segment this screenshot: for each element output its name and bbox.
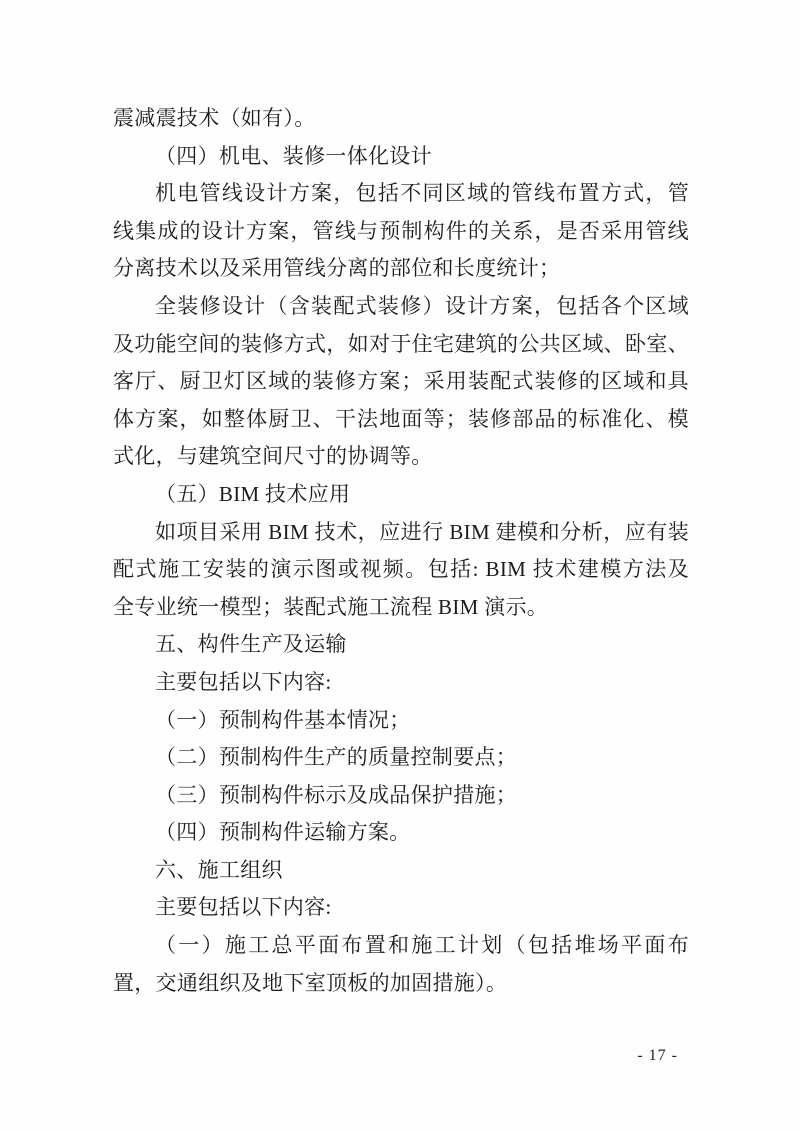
text-line: 主要包括以下内容: <box>155 669 332 694</box>
paragraph <box>113 927 689 1002</box>
paragraph <box>113 175 689 288</box>
text-line: 五、构件生产及运输 <box>155 632 347 657</box>
text-line: （五）BIM 技术应用 <box>155 481 351 506</box>
page-number: - 17 - <box>637 1047 678 1064</box>
text-line: （三）预制构件标示及成品保护措施； <box>155 782 518 807</box>
paragraph <box>113 852 689 890</box>
paragraph <box>113 739 689 777</box>
text-line: 震减震技术（如有）。 <box>113 106 316 130</box>
paragraph <box>113 664 689 702</box>
text-line: 置，交通组织及地下室顶板的加固措施）。 <box>113 970 508 995</box>
paragraph <box>113 814 689 852</box>
paragraph <box>113 138 689 176</box>
text-line: 体方案，如整体厨卫、干法地面等；装修部品的标准化、模 <box>113 406 689 431</box>
text-line: 如项目采用 BIM 技术，应进行 BIM 建模和分析，应有装 <box>155 519 689 544</box>
text-line: （四）预制构件运输方案。 <box>155 820 411 845</box>
text-line: （一）预制构件基本情况； <box>155 707 411 732</box>
text-line: （一）施工总平面布置和施工计划（包括堆场平面布 <box>155 933 689 958</box>
text-line: 配式施工安装的演示图或视频。包括: BIM 技术建模方法及 <box>113 557 689 582</box>
paragraph <box>113 514 689 627</box>
text-line: 客厅、厨卫灯区域的装修方案；采用装配式装修的区域和具 <box>113 369 689 394</box>
text-line: （二）预制构件生产的质量控制要点； <box>155 745 518 770</box>
text-line: 主要包括以下内容: <box>155 895 332 920</box>
text-line: 及功能空间的装修方式，如对于住宅建筑的公共区域、卧室、 <box>113 331 689 356</box>
text-line: 全专业统一模型；装配式施工流程 BIM 演示。 <box>113 594 549 619</box>
text-line: 六、施工组织 <box>155 857 283 882</box>
paragraph <box>113 702 689 740</box>
paragraph <box>113 476 689 514</box>
text-line: 式化，与建筑空间尺寸的协调等。 <box>113 444 433 469</box>
paragraph <box>113 889 689 927</box>
paragraph <box>113 626 689 664</box>
text-line: 全装修设计（含装配式装修）设计方案，包括各个区域 <box>155 293 689 318</box>
paragraph <box>113 288 689 476</box>
document-body <box>113 100 689 1002</box>
text-line: 线集成的设计方案，管线与预制构件的关系，是否采用管线 <box>113 218 689 243</box>
text-line: 分离技术以及采用管线分离的部位和长度统计； <box>113 256 561 281</box>
text-line: （四）机电、装修一体化设计 <box>155 143 432 168</box>
paragraph <box>113 100 689 138</box>
paragraph <box>113 777 689 815</box>
text-line: 机电管线设计方案，包括不同区域的管线布置方式，管 <box>155 181 689 206</box>
